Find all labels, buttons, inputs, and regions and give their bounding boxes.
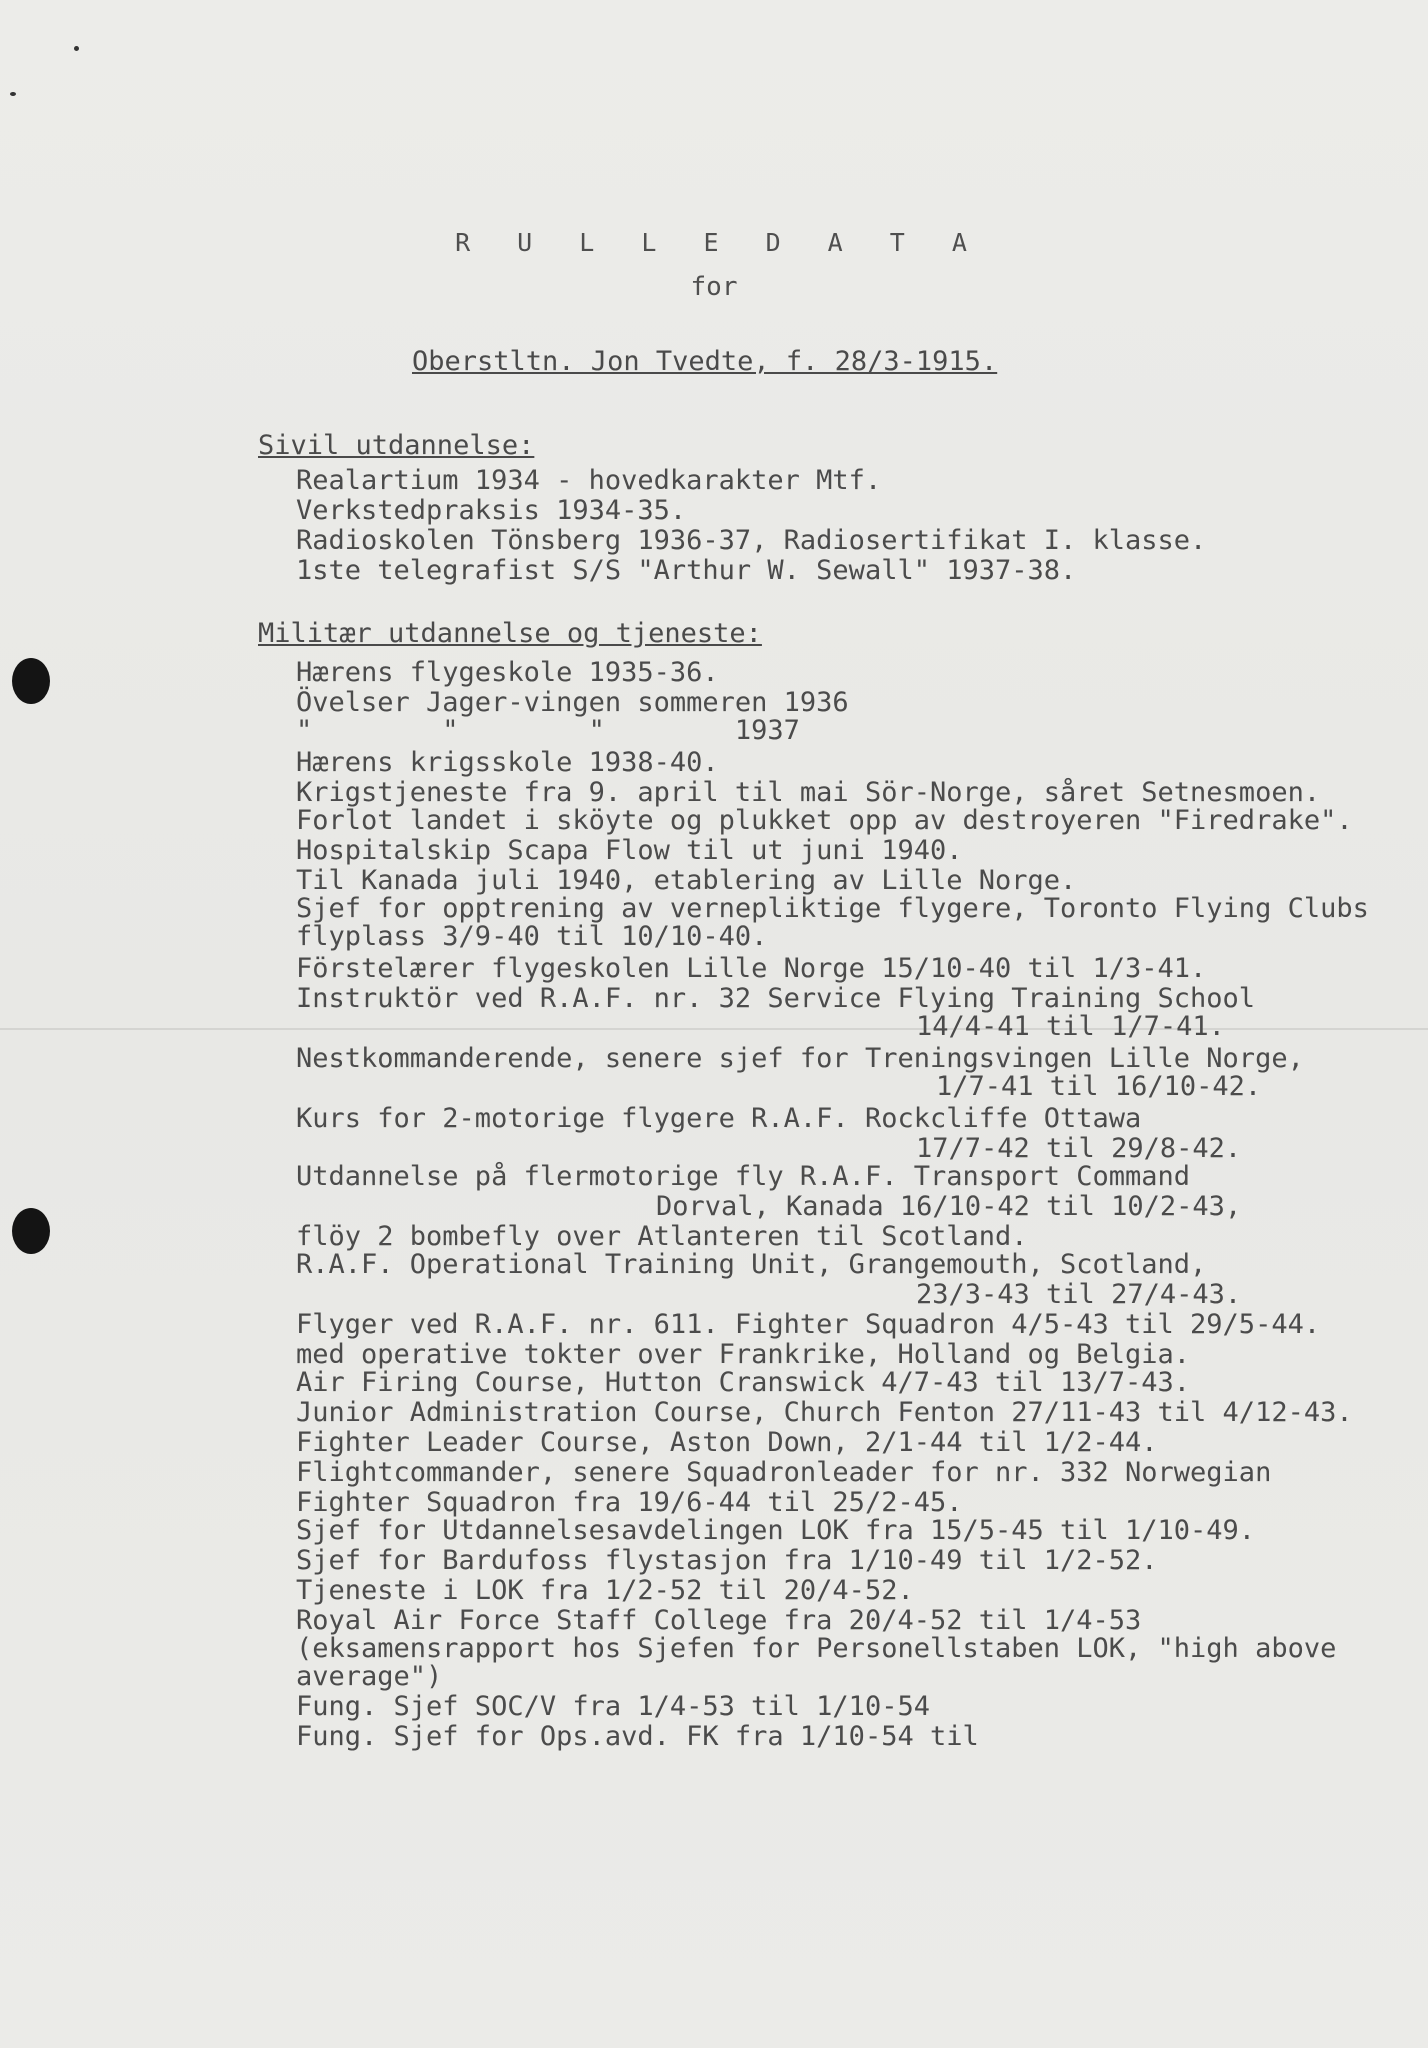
text-line: Utdannelse på flermotorige fly R.A.F. Transport Command — [296, 1161, 1191, 1192]
text-line: Fighter Squadron fra 19/6-44 til 25/2-45. — [296, 1487, 963, 1518]
text-line: Hospitalskip Scapa Flow til ut juni 1940. — [296, 835, 963, 866]
document-title: R U L L E D A T A — [455, 228, 983, 257]
section-heading-civil: Sivil utdannelse: — [258, 430, 535, 461]
punch-hole — [12, 658, 50, 704]
text-line: Krigstjeneste fra 9. april til mai Sör-Norge, såret Setnesmoen. — [296, 777, 1321, 808]
text-line: Sjef for opptrening av vernepliktige flygere, Toronto Flying Clubs — [296, 893, 1369, 924]
text-line: 14/4-41 til 1/7-41. — [916, 1011, 1225, 1042]
text-line: flyplass 3/9-40 til 10/10-40. — [296, 921, 768, 952]
text-line: 23/3-43 til 27/4-43. — [916, 1279, 1242, 1310]
text-line: Dorval, Kanada 16/10-42 til 10/2-43, — [656, 1191, 1242, 1222]
text-line: 1/7-41 til 16/10-42. — [936, 1071, 1262, 1102]
text-line: (eksamensrapport hos Sjefen for Personellstaben LOK, "high above — [296, 1633, 1337, 1664]
text-line: Förstelærer flygeskolen Lille Norge 15/10-40 til 1/3-41. — [296, 953, 1207, 984]
text-line: Sjef for Bardufoss flystasjon fra 1/10-49 til 1/2-52. — [296, 1545, 1158, 1576]
text-line: Tjeneste i LOK fra 1/2-52 til 20/4-52. — [296, 1575, 914, 1606]
section-heading-military: Militær utdannelse og tjeneste: — [258, 618, 762, 649]
text-line: Forlot landet i sköyte og plukket opp av destroyeren "Firedrake". — [296, 805, 1353, 836]
document-subject: Oberstltn. Jon Tvedte, f. 28/3-1915. — [412, 346, 998, 377]
margin-speck — [74, 46, 79, 51]
text-line: Fighter Leader Course, Aston Down, 2/1-44 til 1/2-44. — [296, 1427, 1158, 1458]
for-label: for — [690, 272, 738, 302]
text-line: 1ste telegrafist S/S "Arthur W. Sewall" 1937-38. — [296, 555, 1077, 586]
margin-speck — [10, 92, 16, 96]
text-line: Verkstedpraksis 1934-35. — [296, 495, 687, 526]
text-line: Realartium 1934 - hovedkarakter Mtf. — [296, 465, 882, 496]
text-line: Hærens krigsskole 1938-40. — [296, 747, 719, 778]
text-line: Radioskolen Tönsberg 1936-37, Radiosertifikat I. klasse. — [296, 525, 1207, 556]
text-line: Fung. Sjef SOC/V fra 1/4-53 til 1/10-54 — [296, 1691, 930, 1722]
text-line: Sjef for Utdannelsesavdelingen LOK fra 15/5-45 til 1/10-49. — [296, 1515, 1256, 1546]
text-line: R.A.F. Operational Training Unit, Grangemouth, Scotland, — [296, 1249, 1207, 1280]
text-line: Flyger ved R.A.F. nr. 611. Fighter Squadron 4/5-43 til 29/5-44. — [296, 1309, 1321, 1340]
text-line: Air Firing Course, Hutton Cranswick 4/7-43 til 13/7-43. — [296, 1367, 1191, 1398]
text-line: Instruktör ved R.A.F. nr. 32 Service Flying Training School — [296, 983, 1256, 1014]
text-line: Kurs for 2-motorige flygere R.A.F. Rockcliffe Ottawa — [296, 1103, 1142, 1134]
text-line: med operative tokter over Frankrike, Holland og Belgia. — [296, 1339, 1191, 1370]
text-line: Fung. Sjef for Ops.avd. FK fra 1/10-54 til — [296, 1721, 979, 1752]
text-line: Royal Air Force Staff College fra 20/4-52 til 1/4-53 — [296, 1605, 1142, 1636]
text-line: average") — [296, 1661, 443, 1692]
text-line: " " " 1937 — [296, 715, 800, 746]
text-line: Junior Administration Course, Church Fenton 27/11-43 til 4/12-43. — [296, 1397, 1353, 1428]
punch-hole — [12, 1208, 50, 1254]
text-line: 17/7-42 til 29/8-42. — [916, 1133, 1242, 1164]
text-line: Övelser Jager-vingen sommeren 1936 — [296, 687, 849, 718]
text-line: Til Kanada juli 1940, etablering av Lille Norge. — [296, 865, 1077, 896]
text-line: Nestkommanderende, senere sjef for Treningsvingen Lille Norge, — [296, 1043, 1304, 1074]
text-line: Flightcommander, senere Squadronleader for nr. 332 Norwegian — [296, 1457, 1272, 1488]
text-line: flöy 2 bombefly over Atlanteren til Scotland. — [296, 1221, 1028, 1252]
text-line: Hærens flygeskole 1935-36. — [296, 657, 719, 688]
